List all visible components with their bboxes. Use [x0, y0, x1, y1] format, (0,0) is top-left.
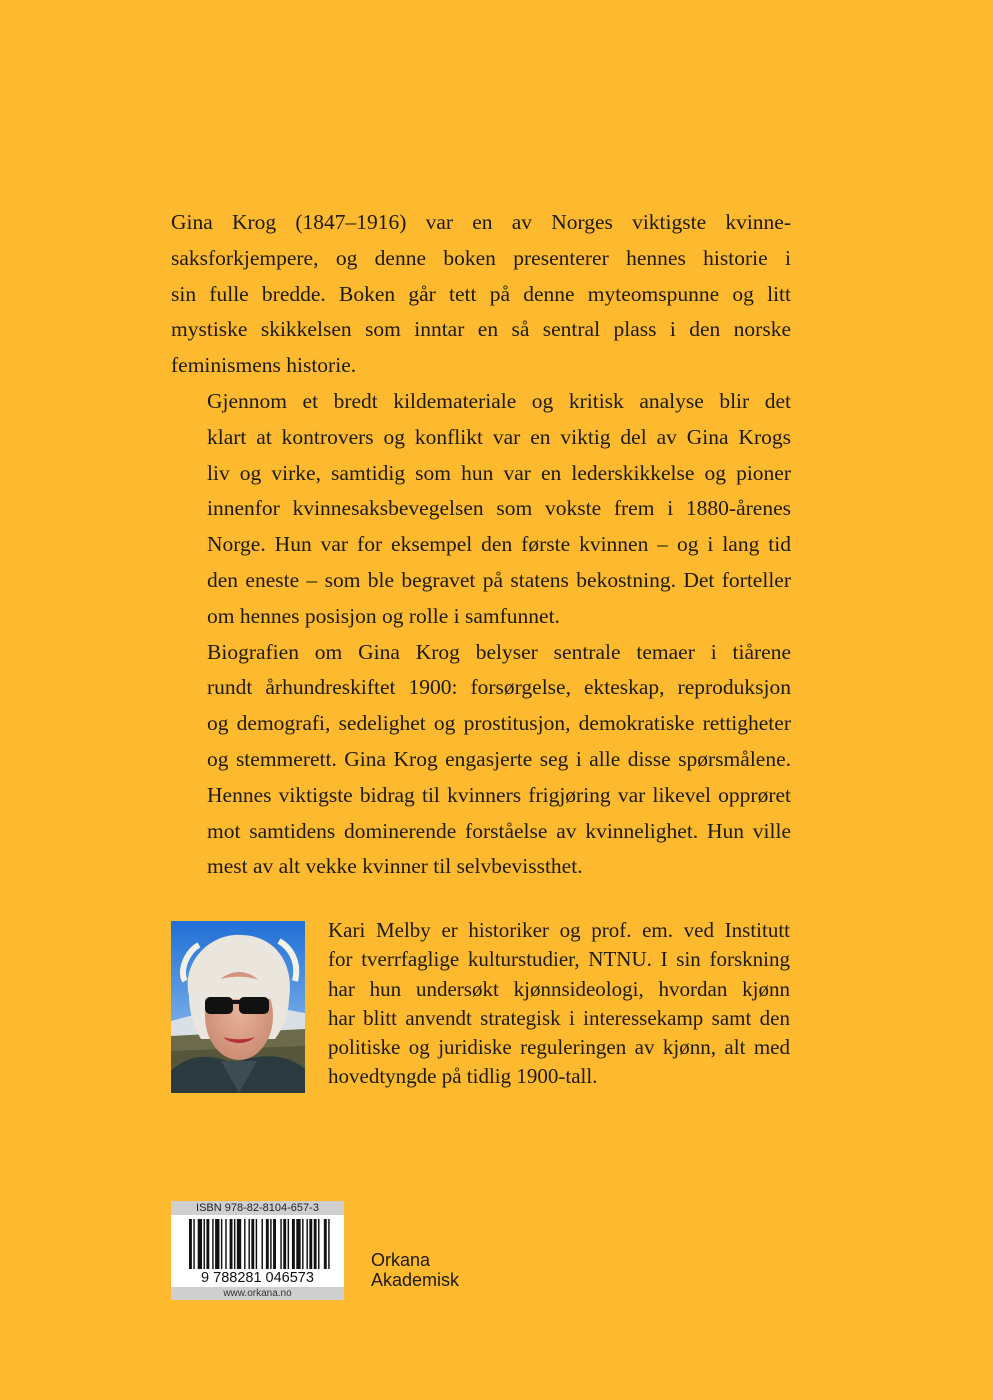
blurb-paragraph-2 — [171, 384, 791, 635]
barcode-bar — [206, 1219, 209, 1269]
barcode-bar — [314, 1219, 317, 1269]
barcode-bar — [292, 1219, 295, 1269]
barcode-bar — [262, 1219, 263, 1269]
barcode-bar — [244, 1219, 245, 1269]
isbn-label: ISBN 978-82-8104-657-3 — [171, 1201, 344, 1215]
author-bio — [328, 916, 790, 1092]
barcode-digits: 9 788281 046573 — [171, 1269, 344, 1287]
blurb-paragraph-1 — [171, 205, 791, 384]
barcode-bar — [212, 1219, 213, 1269]
barcode-bar — [270, 1219, 271, 1269]
text-line: liv og virke, samtidig som hun var en lederskikkelse og pioner — [207, 460, 791, 485]
text-line: hovedtyngde på tidlig 1900-tall. — [328, 1064, 598, 1089]
publisher-name: Orkana — [371, 1250, 431, 1270]
barcode-bar — [193, 1219, 194, 1269]
barcode-bar — [288, 1219, 289, 1269]
barcode-bar — [189, 1219, 192, 1269]
barcode-bar — [266, 1219, 269, 1269]
text-line: Gina Krog (1847–1916) var en av Norges viktigste kvinne- — [171, 210, 791, 234]
text-line: politiske og juridiske reguleringen av kjønn, alt med — [328, 1035, 790, 1060]
text-line: innenfor kvinnesaksbevegelsen som vokste frem i 1880-årenes — [207, 496, 791, 521]
barcode-bar — [256, 1219, 257, 1269]
publisher-url: www.orkana.no — [171, 1287, 344, 1300]
text-line: Kari Melby er historiker og prof. em. ved Institutt — [328, 918, 790, 942]
barcode-bar — [296, 1219, 300, 1269]
text-line: Gjennom et bredt kildemateriale og kritisk analyse blir det — [207, 388, 791, 413]
text-line: saksforkjempere, og denne boken presenterer hennes historie i — [171, 245, 791, 270]
barcode-bar — [225, 1219, 226, 1269]
text-line: Hennes viktigste bidrag til kvinners frigjøring var likevel opprøret — [207, 782, 791, 807]
barcode-bar — [237, 1219, 241, 1269]
barcode-bar — [318, 1219, 319, 1269]
text-line: mystiske skikkelsen som inntar en så sentral plass i den norske — [171, 317, 791, 342]
barcode-bar — [280, 1219, 281, 1269]
text-line: og demografi, sedelighet og prostitusjon, demokratiske rettigheter — [207, 711, 791, 736]
barcode-bar — [204, 1219, 205, 1269]
text-line: feminismens historie. — [171, 353, 357, 378]
barcode-bar — [230, 1219, 233, 1269]
publisher-logo — [371, 1250, 459, 1290]
text-line: den eneste – som ble begravet på statens bekostning. Det forteller — [207, 567, 791, 592]
text-line: og stemmerett. Gina Krog engasjerte seg i alle disse spørsmålene. — [207, 746, 791, 771]
text-line: har blitt anvendt strategisk i interessekamp samt den — [328, 1005, 790, 1030]
text-line: Norge. Hun var for eksempel den første kvinnen – og i lang tid — [207, 532, 791, 557]
barcode-bar — [215, 1219, 219, 1269]
barcode-bar — [306, 1219, 307, 1269]
isbn-barcode — [171, 1201, 344, 1300]
text-line: mest av alt vekke kvinner til selvbevissthet. — [207, 854, 583, 879]
blurb-text — [171, 205, 791, 885]
barcode-bars — [171, 1215, 344, 1269]
barcode-bar — [273, 1219, 276, 1269]
text-line: mot samtidens dominerende forståelse av kvinnelighet. Hun ville — [207, 818, 791, 843]
text-line: sin fulle bredde. Boken går tett på denne myteomspunne og litt — [171, 281, 791, 306]
barcode-bar — [283, 1219, 286, 1269]
barcode-bar — [251, 1219, 254, 1269]
text-line: for tverrfaglige kulturstudier, NTNU. I sin forskning — [328, 947, 790, 972]
text-line: om hennes posisjon og rolle i samfunnet. — [207, 603, 560, 628]
barcode-bar — [198, 1219, 202, 1269]
barcode-bar — [221, 1219, 222, 1269]
barcode-bar — [248, 1219, 249, 1269]
barcode-bar — [234, 1219, 235, 1269]
author-photo — [171, 921, 305, 1093]
barcode-bar — [302, 1219, 303, 1269]
barcode-bar — [309, 1219, 312, 1269]
barcode-bar — [324, 1219, 327, 1269]
text-line: Biografien om Gina Krog belyser sentrale temaer i tiårene — [207, 639, 791, 664]
text-line: rundt århundreskiftet 1900: forsørgelse, ekteskap, reproduksjon — [207, 675, 791, 700]
blurb-paragraph-3 — [171, 635, 791, 886]
text-line: klart at kontrovers og konflikt var en viktig del av Gina Krogs — [207, 424, 791, 449]
publisher-imprint: Akademisk — [371, 1270, 460, 1290]
text-line: har hun undersøkt kjønnsideologi, hvordan kjønn — [328, 976, 790, 1001]
barcode-bar — [328, 1219, 329, 1269]
